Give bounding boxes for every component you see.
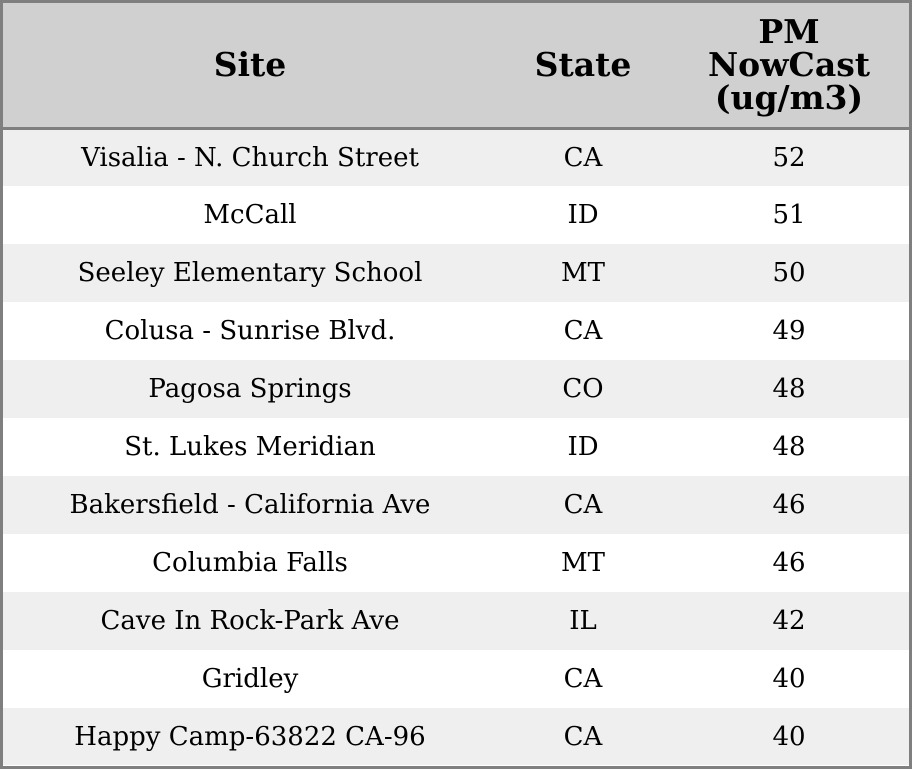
cell-state: CA: [563, 142, 603, 173]
cell-site: Happy Camp-63822 CA-96: [74, 721, 426, 752]
table-body: [3, 128, 909, 765]
cell-state: ID: [567, 200, 599, 230]
cell-state: IL: [569, 606, 597, 636]
cell-pm: 49: [772, 316, 806, 346]
cell-pm: 40: [772, 721, 806, 752]
cell-pm: 40: [772, 664, 806, 694]
table-row: [3, 476, 909, 534]
cell-pm: 50: [772, 258, 806, 288]
header-site: Site: [213, 45, 287, 85]
cell-pm: 48: [772, 374, 806, 404]
cell-pm: 52: [772, 142, 806, 173]
cell-pm: 42: [772, 606, 806, 636]
table-row: [3, 708, 909, 765]
table-row: [3, 650, 909, 708]
pm-nowcast-table: [3, 3, 909, 765]
cell-site: Gridley: [201, 664, 299, 694]
table-row: [3, 418, 909, 476]
header-pm-nowcast: [669, 3, 909, 128]
header-pm-line-2: NowCast: [707, 45, 871, 85]
cell-state: CA: [563, 316, 603, 346]
table-row: [3, 360, 909, 418]
table-row: [3, 592, 909, 650]
cell-site: Visalia - N. Church Street: [81, 142, 419, 173]
cell-site: St. Lukes Meridian: [124, 432, 376, 462]
table-row: [3, 244, 909, 302]
cell-site: Seeley Elementary School: [77, 258, 423, 288]
cell-state: CA: [563, 490, 603, 520]
header-state: State: [534, 45, 632, 85]
cell-site: McCall: [203, 200, 297, 230]
cell-site: Cave In Rock-Park Ave: [100, 606, 400, 636]
cell-site: Columbia Falls: [152, 548, 348, 578]
header-pm-line-3: (ug/m3): [714, 78, 864, 118]
cell-state: CA: [563, 721, 603, 752]
cell-pm: 51: [772, 200, 806, 230]
cell-state: CO: [562, 374, 604, 404]
cell-pm: 46: [772, 490, 806, 520]
cell-state: ID: [567, 432, 599, 462]
table-row: [3, 302, 909, 360]
header-row: [3, 3, 909, 128]
table-row: [3, 128, 909, 186]
table-row: [3, 186, 909, 244]
header-pm-line-1: PM: [758, 12, 820, 52]
table-row: [3, 534, 909, 592]
cell-state: MT: [561, 548, 605, 578]
table-header: [3, 3, 909, 128]
cell-pm: 48: [772, 432, 806, 462]
cell-site: Pagosa Springs: [148, 374, 352, 404]
cell-site: Bakersfield - California Ave: [69, 490, 431, 520]
cell-site: Colusa - Sunrise Blvd.: [104, 316, 396, 346]
cell-state: CA: [563, 664, 603, 694]
cell-state: MT: [561, 258, 605, 288]
cell-pm: 46: [772, 548, 806, 578]
